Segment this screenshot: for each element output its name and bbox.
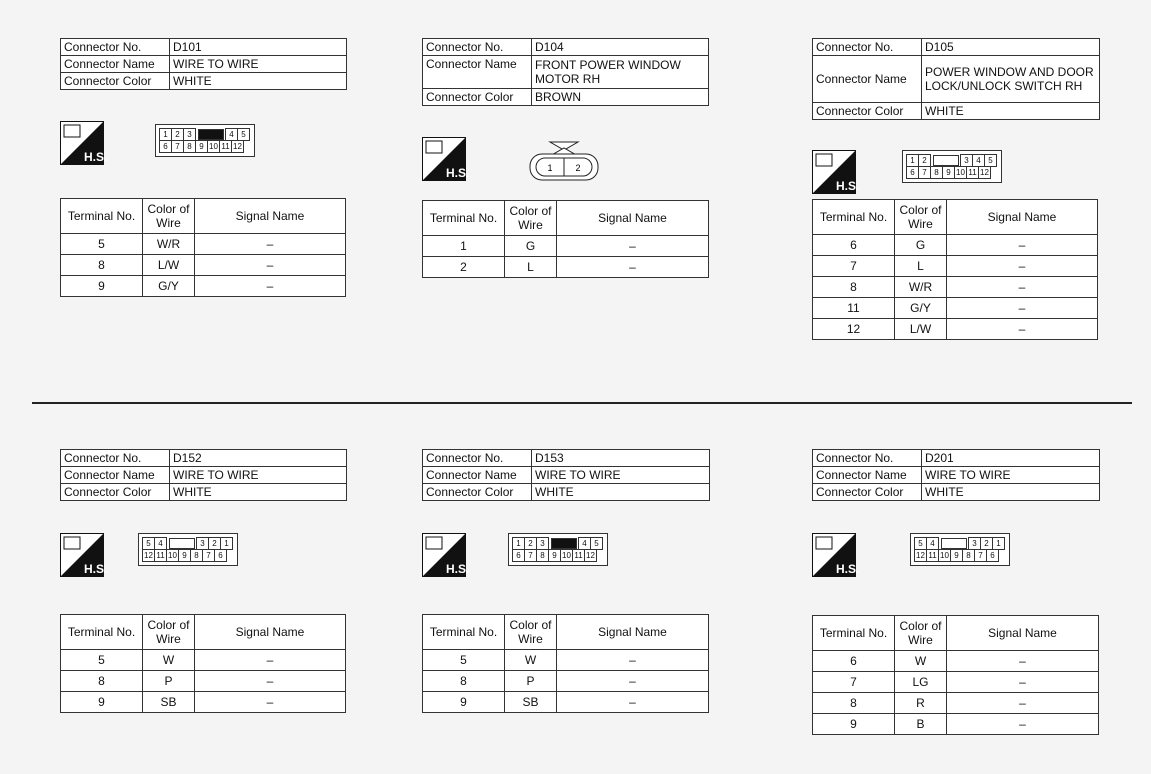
color-of-wire-header: Color of Wire bbox=[895, 616, 947, 651]
connector-color-label: Connector Color bbox=[61, 484, 170, 501]
terminal-table bbox=[60, 614, 346, 713]
pin: 2 bbox=[575, 163, 581, 173]
terminal-cell: 1 bbox=[423, 236, 505, 257]
table-row bbox=[813, 651, 1099, 672]
wire-color-cell: W bbox=[505, 650, 557, 671]
wire-color-cell: G bbox=[505, 236, 557, 257]
terminal-cell: 8 bbox=[813, 693, 895, 714]
signal-cell: – bbox=[195, 671, 346, 692]
table-row bbox=[813, 235, 1098, 256]
terminal-cell: 8 bbox=[813, 277, 895, 298]
pin: 6 bbox=[986, 549, 999, 562]
connector-color-value: BROWN bbox=[532, 89, 709, 106]
pin: 1 bbox=[159, 128, 172, 141]
harness-side-icon bbox=[60, 121, 108, 165]
terminal-no-header: Terminal No. bbox=[813, 616, 895, 651]
connector-block-d201 bbox=[812, 449, 1100, 501]
signal-name-header: Signal Name bbox=[557, 615, 709, 650]
table-row bbox=[813, 277, 1098, 298]
pin: 3 bbox=[968, 537, 981, 550]
pin: 12 bbox=[142, 549, 155, 562]
pin: 7 bbox=[171, 140, 184, 153]
table-row bbox=[61, 255, 346, 276]
hs-label: H.S. bbox=[836, 179, 860, 193]
color-of-wire-header: Color of Wire bbox=[505, 615, 557, 650]
terminal-table bbox=[422, 614, 709, 713]
connector-color-value: WHITE bbox=[532, 484, 710, 501]
wire-color-cell: R bbox=[895, 693, 947, 714]
pin: 9 bbox=[942, 166, 955, 179]
connector-name-value: POWER WINDOW AND DOOR LOCK/UNLOCK SWITCH RH bbox=[922, 56, 1100, 103]
table-row bbox=[423, 236, 709, 257]
table-row bbox=[813, 672, 1099, 693]
pin: 2 bbox=[918, 154, 931, 167]
signal-cell: – bbox=[557, 257, 709, 278]
connector-color-label: Connector Color bbox=[423, 484, 532, 501]
harness-side-icon bbox=[812, 150, 860, 194]
pin: 5 bbox=[237, 128, 250, 141]
connector-block-d153 bbox=[422, 449, 710, 501]
pin: 6 bbox=[159, 140, 172, 153]
wire-color-cell: W bbox=[895, 651, 947, 672]
connector-block-d101 bbox=[60, 38, 347, 90]
connector-color-label: Connector Color bbox=[813, 484, 922, 501]
connector-key bbox=[941, 538, 967, 549]
signal-cell: – bbox=[947, 256, 1098, 277]
terminal-cell: 7 bbox=[813, 672, 895, 693]
wire-color-cell: W bbox=[143, 650, 195, 671]
connector-no-value: D101 bbox=[170, 39, 347, 56]
terminal-cell: 8 bbox=[61, 671, 143, 692]
connector-name-label: Connector Name bbox=[423, 467, 532, 484]
two-pin-connector-diagram bbox=[528, 138, 600, 182]
connector-no-label: Connector No. bbox=[813, 39, 922, 56]
signal-cell: – bbox=[947, 714, 1099, 735]
signal-cell: – bbox=[195, 276, 346, 297]
pin: 1 bbox=[992, 537, 1005, 550]
signal-cell: – bbox=[557, 692, 709, 713]
pin: 2 bbox=[208, 537, 221, 550]
connector-name-value: WIRE TO WIRE bbox=[922, 467, 1100, 484]
signal-cell: – bbox=[947, 651, 1099, 672]
color-of-wire-header: Color of Wire bbox=[505, 201, 557, 236]
connector-info-table bbox=[422, 449, 710, 501]
connector-color-label: Connector Color bbox=[61, 73, 170, 90]
wire-color-cell: B bbox=[895, 714, 947, 735]
table-row bbox=[61, 234, 346, 255]
pin: 7 bbox=[202, 549, 215, 562]
signal-cell: – bbox=[557, 236, 709, 257]
terminal-no-header: Terminal No. bbox=[423, 201, 505, 236]
connector-name-value: WIRE TO WIRE bbox=[532, 467, 710, 484]
terminal-cell: 8 bbox=[423, 671, 505, 692]
signal-name-header: Signal Name bbox=[195, 615, 346, 650]
connector-key bbox=[169, 538, 195, 549]
terminal-table bbox=[812, 615, 1099, 735]
signal-cell: – bbox=[947, 277, 1098, 298]
pin: 2 bbox=[171, 128, 184, 141]
hs-label: H.S. bbox=[84, 150, 108, 164]
pin: 5 bbox=[590, 537, 603, 550]
pin: 12 bbox=[978, 166, 991, 179]
signal-cell: – bbox=[195, 234, 346, 255]
terminal-cell: 9 bbox=[813, 714, 895, 735]
connector-name-value: WIRE TO WIRE bbox=[170, 56, 347, 73]
connector-no-value: D105 bbox=[922, 39, 1100, 56]
terminal-cell: 6 bbox=[813, 235, 895, 256]
signal-cell: – bbox=[557, 650, 709, 671]
pin: 3 bbox=[196, 537, 209, 550]
pin: 10 bbox=[954, 166, 967, 179]
pin: 10 bbox=[207, 140, 220, 153]
wire-color-cell: LG bbox=[895, 672, 947, 693]
connector-color-label: Connector Color bbox=[423, 89, 532, 106]
pin: 7 bbox=[918, 166, 931, 179]
terminal-cell: 9 bbox=[423, 692, 505, 713]
harness-side-icon bbox=[60, 533, 108, 577]
connector-face-diagram bbox=[155, 124, 255, 157]
pin: 11 bbox=[219, 140, 232, 153]
connector-color-value: WHITE bbox=[170, 73, 347, 90]
table-row bbox=[61, 692, 346, 713]
harness-side-icon bbox=[422, 137, 470, 181]
pin: 12 bbox=[914, 549, 927, 562]
table-row bbox=[813, 319, 1098, 340]
signal-name-header: Signal Name bbox=[557, 201, 709, 236]
terminal-no-header: Terminal No. bbox=[813, 200, 895, 235]
pin: 6 bbox=[512, 549, 525, 562]
connector-no-label: Connector No. bbox=[423, 450, 532, 467]
pin: 9 bbox=[195, 140, 208, 153]
pin: 3 bbox=[536, 537, 549, 550]
pin: 5 bbox=[142, 537, 155, 550]
section-divider bbox=[32, 402, 1132, 404]
table-row bbox=[813, 693, 1099, 714]
connector-face-diagram bbox=[508, 533, 608, 566]
pin: 9 bbox=[548, 549, 561, 562]
wire-color-cell: L/W bbox=[143, 255, 195, 276]
wire-color-cell: L/W bbox=[895, 319, 947, 340]
table-row bbox=[423, 257, 709, 278]
connector-no-label: Connector No. bbox=[61, 450, 170, 467]
signal-name-header: Signal Name bbox=[195, 199, 346, 234]
terminal-cell: 6 bbox=[813, 651, 895, 672]
pin: 11 bbox=[572, 549, 585, 562]
connector-color-value: WHITE bbox=[922, 103, 1100, 120]
table-row bbox=[61, 276, 346, 297]
pin: 12 bbox=[584, 549, 597, 562]
connector-info-table bbox=[422, 38, 709, 106]
connector-info-table bbox=[60, 38, 347, 90]
color-of-wire-header: Color of Wire bbox=[895, 200, 947, 235]
terminal-cell: 5 bbox=[61, 234, 143, 255]
color-of-wire-header: Color of Wire bbox=[143, 199, 195, 234]
pin: 2 bbox=[524, 537, 537, 550]
hs-label: H.S. bbox=[84, 562, 108, 576]
connector-name-value: WIRE TO WIRE bbox=[170, 467, 347, 484]
table-row bbox=[813, 256, 1098, 277]
signal-cell: – bbox=[947, 693, 1099, 714]
pin: 1 bbox=[220, 537, 233, 550]
connector-color-value: WHITE bbox=[922, 484, 1100, 501]
connector-no-label: Connector No. bbox=[423, 39, 532, 56]
connector-color-value: WHITE bbox=[170, 484, 347, 501]
terminal-cell: 2 bbox=[423, 257, 505, 278]
terminal-cell: 5 bbox=[423, 650, 505, 671]
table-row bbox=[61, 650, 346, 671]
connector-block-d104 bbox=[422, 38, 709, 106]
terminal-cell: 7 bbox=[813, 256, 895, 277]
wire-color-cell: SB bbox=[143, 692, 195, 713]
pin: 10 bbox=[166, 549, 179, 562]
signal-cell: – bbox=[557, 671, 709, 692]
wire-color-cell: SB bbox=[505, 692, 557, 713]
pin: 4 bbox=[154, 537, 167, 550]
pin: 8 bbox=[930, 166, 943, 179]
pin: 4 bbox=[972, 154, 985, 167]
pin: 9 bbox=[178, 549, 191, 562]
connector-name-label: Connector Name bbox=[61, 56, 170, 73]
pin: 8 bbox=[536, 549, 549, 562]
pin: 11 bbox=[966, 166, 979, 179]
pin: 3 bbox=[960, 154, 973, 167]
pin: 8 bbox=[190, 549, 203, 562]
connector-no-value: D152 bbox=[170, 450, 347, 467]
terminal-cell: 12 bbox=[813, 319, 895, 340]
signal-cell: – bbox=[195, 650, 346, 671]
pin: 12 bbox=[231, 140, 244, 153]
pin: 11 bbox=[154, 549, 167, 562]
connector-no-value: D201 bbox=[922, 450, 1100, 467]
terminal-cell: 5 bbox=[61, 650, 143, 671]
connector-name-label: Connector Name bbox=[423, 56, 532, 89]
pin: 8 bbox=[183, 140, 196, 153]
connector-face-diagram bbox=[138, 533, 238, 566]
pin: 1 bbox=[512, 537, 525, 550]
color-of-wire-header: Color of Wire bbox=[143, 615, 195, 650]
pin: 5 bbox=[914, 537, 927, 550]
signal-cell: – bbox=[195, 692, 346, 713]
wire-color-cell: W/R bbox=[895, 277, 947, 298]
terminal-cell: 11 bbox=[813, 298, 895, 319]
wire-color-cell: L bbox=[505, 257, 557, 278]
table-row bbox=[813, 298, 1098, 319]
pin: 4 bbox=[225, 128, 238, 141]
terminal-cell: 8 bbox=[61, 255, 143, 276]
signal-cell: – bbox=[947, 672, 1099, 693]
signal-cell: – bbox=[947, 235, 1098, 256]
connector-color-label: Connector Color bbox=[813, 103, 922, 120]
terminal-no-header: Terminal No. bbox=[61, 199, 143, 234]
pin: 5 bbox=[984, 154, 997, 167]
connector-key bbox=[551, 538, 577, 549]
wire-color-cell: G/Y bbox=[895, 298, 947, 319]
connector-name-label: Connector Name bbox=[813, 56, 922, 103]
table-row bbox=[423, 650, 709, 671]
wire-color-cell: G bbox=[895, 235, 947, 256]
terminal-cell: 9 bbox=[61, 692, 143, 713]
signal-cell: – bbox=[947, 298, 1098, 319]
connector-face-diagram bbox=[902, 150, 1002, 183]
table-row bbox=[813, 714, 1099, 735]
terminal-table bbox=[812, 199, 1098, 340]
pin: 2 bbox=[980, 537, 993, 550]
table-row bbox=[423, 671, 709, 692]
connector-no-value: D104 bbox=[532, 39, 709, 56]
connector-info-table bbox=[60, 449, 347, 501]
terminal-no-header: Terminal No. bbox=[423, 615, 505, 650]
signal-name-header: Signal Name bbox=[947, 616, 1099, 651]
hs-label: H.S. bbox=[446, 166, 470, 180]
harness-side-icon bbox=[812, 533, 860, 577]
pin: 3 bbox=[183, 128, 196, 141]
pin: 6 bbox=[906, 166, 919, 179]
terminal-no-header: Terminal No. bbox=[61, 615, 143, 650]
signal-cell: – bbox=[947, 319, 1098, 340]
connector-block-d152 bbox=[60, 449, 347, 501]
pin: 7 bbox=[524, 549, 537, 562]
signal-cell: – bbox=[195, 255, 346, 276]
connector-face-diagram bbox=[910, 533, 1010, 566]
pin: 7 bbox=[974, 549, 987, 562]
terminal-table bbox=[60, 198, 346, 297]
connector-name-label: Connector Name bbox=[813, 467, 922, 484]
wire-color-cell: L bbox=[895, 256, 947, 277]
terminal-cell: 9 bbox=[61, 276, 143, 297]
hs-label: H.S. bbox=[836, 562, 860, 576]
table-row bbox=[61, 671, 346, 692]
pin: 1 bbox=[547, 163, 553, 173]
wire-color-cell: W/R bbox=[143, 234, 195, 255]
pin: 10 bbox=[938, 549, 951, 562]
connector-block-d105 bbox=[812, 38, 1100, 120]
connector-info-table bbox=[812, 38, 1100, 120]
wire-color-cell: P bbox=[143, 671, 195, 692]
connector-key bbox=[933, 155, 959, 166]
wire-color-cell: P bbox=[505, 671, 557, 692]
connector-name-label: Connector Name bbox=[61, 467, 170, 484]
terminal-table bbox=[422, 200, 709, 278]
connector-key bbox=[198, 129, 224, 140]
table-row bbox=[423, 692, 709, 713]
pin: 1 bbox=[906, 154, 919, 167]
pin: 11 bbox=[926, 549, 939, 562]
pin: 6 bbox=[214, 549, 227, 562]
pin: 9 bbox=[950, 549, 963, 562]
connector-info-table bbox=[812, 449, 1100, 501]
harness-side-icon bbox=[422, 533, 470, 577]
connector-no-value: D153 bbox=[532, 450, 710, 467]
hs-label: H.S. bbox=[446, 562, 470, 576]
pin: 4 bbox=[926, 537, 939, 550]
pin: 8 bbox=[962, 549, 975, 562]
wire-color-cell: G/Y bbox=[143, 276, 195, 297]
connector-no-label: Connector No. bbox=[813, 450, 922, 467]
signal-name-header: Signal Name bbox=[947, 200, 1098, 235]
pin: 10 bbox=[560, 549, 573, 562]
connector-no-label: Connector No. bbox=[61, 39, 170, 56]
connector-name-value: FRONT POWER WINDOW MOTOR RH bbox=[532, 56, 709, 89]
pin: 4 bbox=[578, 537, 591, 550]
